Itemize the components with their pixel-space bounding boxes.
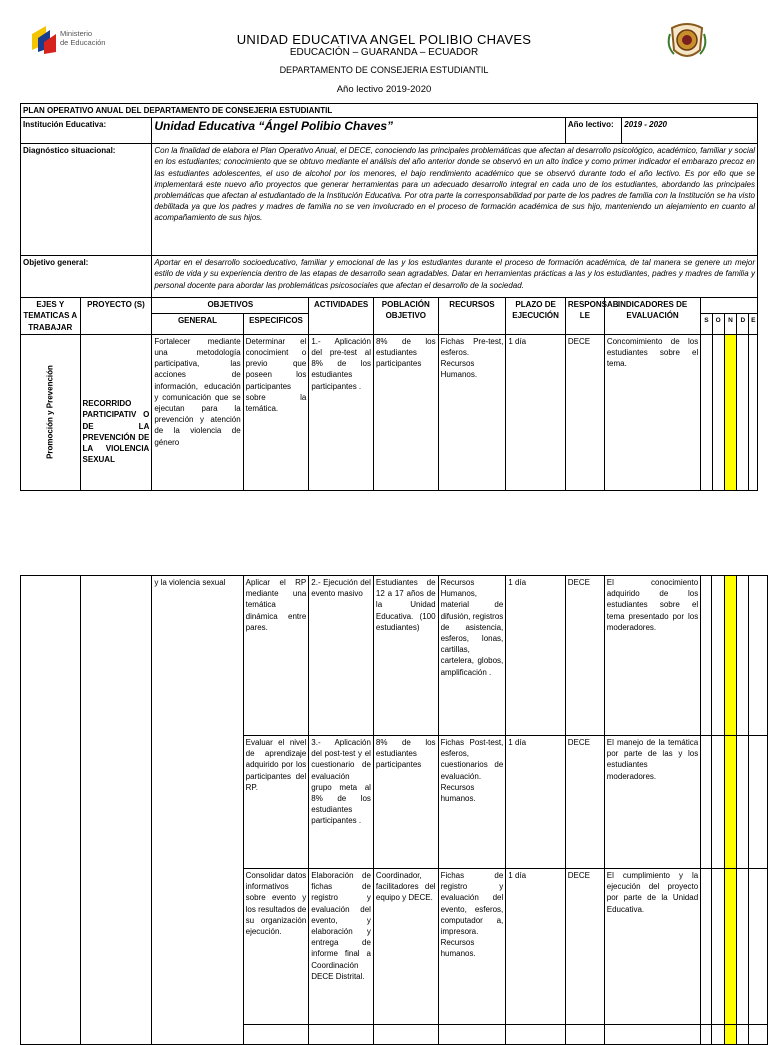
month-cell [712, 1025, 724, 1045]
recursos-cell: Fichas Post-test, esferos, cuestionarios de evaluación. Recursos humanos. [438, 736, 506, 869]
eje-cell [21, 334, 81, 490]
plazo-cell: 1 día [506, 334, 566, 490]
proyecto-cell-cont [80, 576, 152, 1045]
col-especificos: ESPECIFICOS [243, 313, 309, 334]
diagnosis-text: Con la finalidad de elabora el Plan Operativo Anual, el DECE, conociendo las principales problemáticas que afectan al desarrollo psicológico, académico, familiar y social en los estudiantes; conocimiento que se obtuvo mediante el análisis del año anterior donde se observó en un alto índice y como primer indicador el embarazo precoz en las estudiantes adolescentes, el uso de alcohol por los menores, el bajo rendimiento académico que se observó durante todo el año lectivo. Es por ello que se implementará este nuevo año proyectos que generar herramientas para un adecuado desarrollo integral en cada uno de los estudiantes, abordando las principales problemáticas que afectan al estudiantado de la Institución Educativa. Por otra parte la corresponsabilidad por parte de los padres de familia con la Institución se ha visto debilitada ya que los padres y madres de familia no se ven involucrado en el proceso de formación académica de sus hijo, manteniendo un alejamiento en cuanto al acompañamiento de sus hijos. [152, 144, 758, 256]
indicador-cell: Concomimiento de los estudiantes sobre el tema. [604, 334, 700, 490]
responsable-cell: DECE [565, 869, 604, 1025]
month-cell [712, 736, 724, 869]
poblacion-cell [373, 1025, 438, 1045]
general-cell: Fortalecer mediante una metodología participativa, las acciones de información, educación y comunicación que se ejecutan para la prevención y atención de la violencia de género [152, 334, 243, 490]
col-plazo: PLAZO DE EJECUCIÓN [506, 298, 566, 335]
objective-text: Aportar en el desarrollo socioeducativo, familiar y emocional de las y los estudiantes durante el proceso de formación académica, de tal manera se genere un mejor estilo de vida y su experiencia dentro de las etapas de desarrollo sean agradables. Datar en herramientas prácticas a las y los estudiantes, padres y madres de familia y personal docente para abordar las problemáticas psicosociales que afectan el desarrollo de la sociedad. [152, 256, 758, 298]
institution-label: Institución Educativa: [21, 118, 152, 144]
plan-title: PLAN OPERATIVO ANUAL DEL DEPARTAMENTO DE CONSEJERIA ESTUDIANTIL [21, 104, 758, 118]
objective-label: Objetivo general: [21, 256, 152, 298]
especifico-cell [243, 1025, 309, 1045]
month-cell [712, 869, 724, 1025]
poblacion-cell: Coordinador, facilitadores del equipo y DECE. [373, 869, 438, 1025]
col-recursos: RECURSOS [438, 298, 506, 335]
month-cell [701, 869, 712, 1025]
school-subtitle: EDUCACIÓN – GUARANDA – ECUADOR [289, 47, 479, 58]
month-cell [701, 736, 712, 869]
col-months-blank [701, 298, 758, 314]
month-cell [701, 334, 712, 490]
month-cell [749, 334, 758, 490]
especifico-cell: Consolidar datos informativos sobre evento y los resultados de su organización ejecución. [243, 869, 309, 1025]
logo-text-1: Ministerio [60, 29, 93, 38]
recursos-cell: Recursos Humanos, material de difusión, registros de asistencia, esferos, lonas, cartillas, cartelera, globos, amplificación . [438, 576, 506, 736]
recursos-cell [438, 1025, 506, 1045]
month-n: N [724, 313, 736, 334]
col-general: GENERAL [152, 313, 243, 334]
actividad-cell: 2.- Ejecución del evento masivo [309, 576, 374, 736]
plan-table-page2 [20, 575, 768, 1045]
table-row [21, 576, 768, 736]
col-proyecto: PROYECTO (S) [80, 298, 152, 335]
actividad-cell: 1.- Aplicación del pre-test al 8% de los estudiantes participantes . [309, 334, 374, 490]
diagnosis-label: Diagnóstico situacional: [21, 144, 152, 256]
month-cell [712, 334, 724, 490]
month-d: D [737, 313, 749, 334]
month-cell [737, 334, 749, 490]
logo-text-2: de Educación [60, 38, 106, 47]
month-cell [749, 576, 768, 736]
month-cell [749, 1025, 768, 1045]
month-cell [737, 576, 749, 736]
indicador-cell: El conocimiento adquirido de los estudiantes sobre el tema presentado por los moderadores. [604, 576, 700, 736]
col-responsable: RESPONSAB LE [565, 298, 604, 335]
month-cell-highlight [724, 334, 736, 490]
month-cell [737, 869, 749, 1025]
poblacion-cell: 8% de los estudiantes participantes [373, 736, 438, 869]
recursos-cell: Fichas Pre-test, esferos. Recursos Humanos. [438, 334, 506, 490]
month-o: O [712, 313, 724, 334]
month-e: E [749, 313, 758, 334]
responsable-cell: DECE [565, 576, 604, 736]
responsable-cell: DECE [565, 736, 604, 869]
responsable-cell [565, 1025, 604, 1045]
responsable-cell: DECE [565, 334, 604, 490]
poblacion-cell: Estudiantes de 12 a 17 años de la Unidad Educativa. (100 estudiantes) [373, 576, 438, 736]
especifico-cell: Determinar el conocimient o previo que poseen los participantes sobre la temática. [243, 334, 309, 490]
indicador-cell: El cumplimiento y la ejecución del proyecto por parte de la Unidad Educativa. [604, 869, 700, 1025]
month-cell-highlight [724, 576, 736, 736]
table-row [21, 334, 758, 490]
month-cell [749, 869, 768, 1025]
school-title: UNIDAD EDUCATIVA ANGEL POLIBIO CHAVES [236, 32, 532, 47]
eje-cell-cont [21, 576, 81, 1045]
actividad-cell: Elaboración de fichas de registro y evaluación del evento, y elaboración y entrega de informe final a Coordinación DECE Distrital. [309, 869, 374, 1025]
month-cell-highlight [724, 736, 736, 869]
plazo-cell: 1 día [506, 869, 566, 1025]
especifico-cell: Aplicar el RP mediante una temática dinámica entre pares. [243, 576, 309, 736]
col-objetivos: OBJETIVOS [152, 298, 309, 314]
recursos-cell: Fichas de registro y evaluación del evento, esferos, computador a, impresora. Recursos humanos. [438, 869, 506, 1025]
actividad-cell [309, 1025, 374, 1045]
indicador-cell [604, 1025, 700, 1045]
actividad-cell: 3.- Aplicación del post-test y el cuestionario de evaluación grupo meta al 8% de los estudiantes participantes . [309, 736, 374, 869]
month-cell [701, 1025, 712, 1045]
department-title: DEPARTAMENTO DE CONSEJERIA ESTUDIANTIL [279, 65, 489, 75]
plazo-cell [506, 1025, 566, 1045]
month-cell [737, 1025, 749, 1045]
col-ejes: EJES Y TEMATICAS A TRABAJAR [21, 298, 81, 335]
plazo-cell: 1 día [506, 736, 566, 869]
year-value: 2019 - 2020 [622, 118, 758, 144]
month-cell [712, 576, 724, 736]
month-cell-highlight [724, 869, 736, 1025]
year-label: Año lectivo: [565, 118, 621, 144]
especifico-cell: Evaluar el nivel de aprendizaje adquirido por los participantes del RP. [243, 736, 309, 869]
month-cell [701, 576, 712, 736]
col-actividades: ACTIVIDADES [309, 298, 374, 335]
col-poblacion: POBLACIÓN OBJETIVO [373, 298, 438, 335]
col-indicadores: INDICADORES DE EVALUACIÓN [604, 298, 700, 335]
general-cell-cont: y la violencia sexual [152, 576, 243, 1045]
proyecto-cell: RECORRIDO PARTICIPATIV O DE LA PREVENCIÓN DE LA VIOLENCIA SEXUAL [80, 334, 152, 490]
school-year: Año lectivo 2019-2020 [336, 84, 432, 95]
month-s: S [701, 313, 712, 334]
institution-value: Unidad Educativa “Ángel Polibio Chaves” [152, 118, 566, 144]
month-cell [737, 736, 749, 869]
eje-text: Promoción y Prevención [45, 365, 55, 460]
month-cell [749, 736, 768, 869]
indicador-cell: El manejo de la temática por parte de las y los estudiantes moderadores. [604, 736, 700, 869]
school-crest-icon [666, 20, 708, 62]
poblacion-cell: 8% de los estudiantes participantes [373, 334, 438, 490]
plan-table-page1 [20, 103, 758, 491]
month-cell-highlight [724, 1025, 736, 1045]
plazo-cell: 1 día [506, 576, 566, 736]
